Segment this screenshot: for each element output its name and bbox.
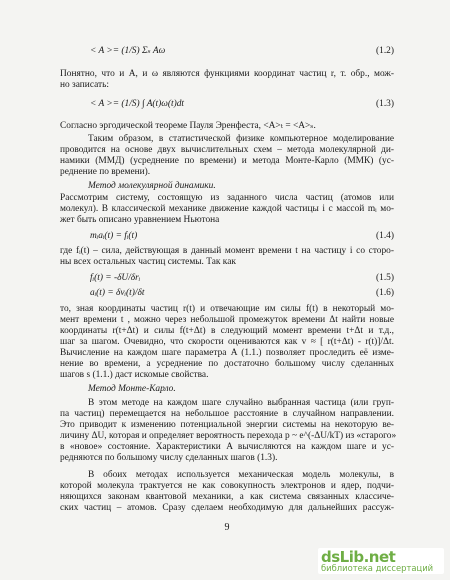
equation-1-5: fᵢ(t) = -δU/δrᵢ xyxy=(90,273,141,283)
equation-number-1-3: (1.3) xyxy=(376,99,394,109)
paragraph-line: Вычисление на каждом шаге параметра A (1.1.) позволяет проследить её изме- xyxy=(60,348,394,358)
paragraph-line: Таким образом, в статистической физике компьютерное моделирование xyxy=(88,134,394,144)
paragraph-line: координаты r(t+Δt) и силы f(t+Δt) в следующий момент времени t+Δt и т.д., xyxy=(60,326,394,336)
paragraph-line: Понятно, что и A, и ω являются функциями координат частиц r, т. обр., мож- xyxy=(60,69,394,79)
paragraph-line: В этом методе на каждом шаге случайно выбранная частица (или груп- xyxy=(88,398,394,408)
equation-number-1-5: (1.5) xyxy=(376,273,394,283)
paragraph-line: Согласно эргодической теореме Пауля Эренфеста, <A>ₜ = <A>ₛ. xyxy=(60,121,316,131)
paragraph-line: нение во времени, а усреднение по достаточно большому числу сделанных xyxy=(60,359,394,369)
paragraph-line: проводится на основе двух вычислительных схем – метода молекулярной ди- xyxy=(60,145,394,155)
equation-number-1-4: (1.4) xyxy=(376,231,394,241)
paragraph-line: мент времени t , можно через небольшой промежуток времени Δt найти новые xyxy=(60,315,394,325)
paragraph-line: ских частиц – атомов. Сразу сделаем необходимую для дальнейших рассуж- xyxy=(60,503,394,513)
paragraph-line: где fᵢ(t) – сила, действующая в данный момент времени t на частицу i со сторо- xyxy=(60,246,394,256)
watermark[interactable] xyxy=(318,548,444,574)
paragraph-line: жет быть описано уравнением Ньютона xyxy=(60,215,220,225)
paragraph-line: шаг за шагом. Очевидно, что скорости оцениваются как v ≈ [ r(t+Δt) - r(t)]/Δt. xyxy=(60,337,394,347)
paragraph-line: Это приводит к изменению потенциальной энергии системы на некоторую ве- xyxy=(60,420,394,430)
paragraph-line: то, зная координаты частиц r(t) и отвечающие им силы f(t) в некоторый мо- xyxy=(60,304,394,314)
paragraph-line: Рассмотрим систему, состоящую из заданного числа частиц (атомов или xyxy=(60,193,394,203)
paragraph-line: намики (ММД) (усреднение по времени) и метода Монте-Карло (ММК) (ус- xyxy=(60,156,394,166)
equation-1-3: < A >= (1/S) ∫ A(t)ω(t)dt xyxy=(90,99,185,109)
paragraph-line: шагов s (1.1.) даст искомые свойства. xyxy=(60,370,209,380)
equation-1-4: mᵢaᵢ(t) = fᵢ(t) xyxy=(90,231,138,241)
watermark-subtitle: библиотека диссертаций xyxy=(321,563,434,573)
paragraph-line: няющихся законам квантовой механики, а как система связанных классиче- xyxy=(60,492,394,502)
paragraph-line: ны всех остальных частиц системы. Так как xyxy=(60,257,236,267)
watermark-logo: dsLib.net xyxy=(321,548,396,566)
paragraph-line: редняются по большому числу сделанных шагов (1.3). xyxy=(60,453,278,463)
paragraph-line: в «новое» состояние. Характеристики A вычисляются на каждом шаге и ус- xyxy=(60,442,394,452)
section-heading-md: Метод молекулярной динамики. xyxy=(88,181,216,191)
paragraph-line: молекул). В классической механике движение каждой частицы i с массой mᵢ мо- xyxy=(60,204,394,214)
section-heading-mc: Метод Монте-Карло. xyxy=(88,384,176,394)
paragraph-line: па частиц) перемещается на небольшое расстояние в случайном направлении. xyxy=(60,409,394,419)
paragraph-line: личину ΔU, которая и определяет вероятность перехода p ~ e^(-ΔU/kT) из «старого» xyxy=(60,431,397,441)
paragraph-line: которой молекула трактуется не как совокупность электронов и ядер, подчи- xyxy=(60,481,394,491)
equation-1-6: aᵢ(t) = δvᵢ(t)/δt xyxy=(90,288,145,298)
paragraph-line: В обоих методах используется механическая модель молекулы, в xyxy=(88,470,394,480)
paragraph-line: реднение по времени). xyxy=(60,167,151,177)
paragraph-line: но записать: xyxy=(60,80,109,90)
page-number: 9 xyxy=(224,522,230,533)
equation-1-2: < A >= (1/S) Σₛ Aω xyxy=(90,46,166,56)
equation-number-1-6: (1.6) xyxy=(376,288,394,298)
equation-number-1-2: (1.2) xyxy=(376,46,394,56)
